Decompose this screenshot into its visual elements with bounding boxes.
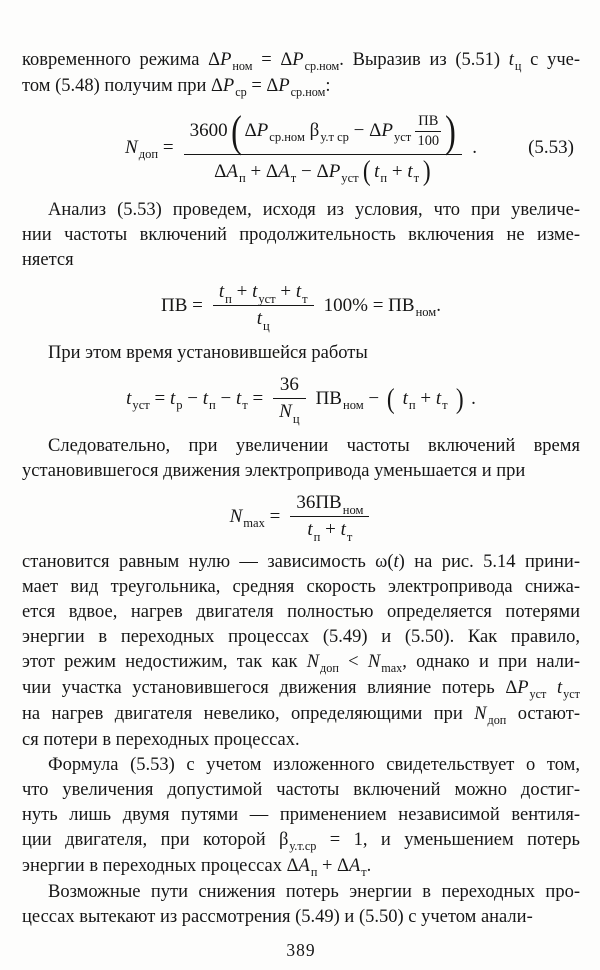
text-line: Возможные пути снижения потерь энергии в переходных про- xyxy=(48,881,580,902)
text-line: ковременного режима $\Delta P_{ном} = \Delta P_{ср.ном}$. Выразив из (5.51) $t_ц$ с уче- xyxy=(22,50,580,74)
text-line: нии частоты включений продолжительность включения не изме- xyxy=(22,224,580,245)
fraction-denominator xyxy=(273,399,305,426)
text-line: Анализ (5.53) проведем, исходя из условия, что при увеличе- xyxy=(48,199,580,220)
fraction-numerator xyxy=(290,492,369,516)
inner-numerator: ПВ xyxy=(418,112,439,129)
text-line: При этом время установившейся работы xyxy=(48,342,368,363)
text-line: няется xyxy=(22,249,74,270)
formula-rhs: $ПВ_{ном}$ − xyxy=(315,387,380,413)
open-paren: ( xyxy=(362,156,371,188)
numerator-terms: $\Delta P_{ср.ном}$ $\beta_{у.т ср} - \Delta P_{уст}$ xyxy=(244,120,412,145)
text-line: на нагрев двигателя невелико, определяющими при $N_{доп}$ остают- xyxy=(22,703,580,728)
text-line: становится равным нулю — зависимость ω(t) на рис. 5.14 прини- xyxy=(22,551,580,572)
formula-rhs: $100\% = ПВ_{ном}$. xyxy=(323,294,441,320)
fraction-numerator xyxy=(274,374,305,398)
paren-terms: $t_п + t_т$ xyxy=(402,387,448,413)
inner-denominator: 100 xyxy=(417,132,440,149)
page-number: 389 xyxy=(286,939,316,960)
text-line: нуть лишь двумя путями — применением независимой вентиля- xyxy=(22,804,580,825)
fraction xyxy=(273,374,305,426)
paragraph-steady-time xyxy=(22,341,580,366)
text-line: ции двигателя, при которой $\beta_{у.т.ср} = 1$, и уменьшением потерь xyxy=(22,829,580,854)
close-paren: ) xyxy=(455,383,464,415)
fraction-numerator xyxy=(184,106,463,156)
big-close-paren: ) xyxy=(445,106,457,156)
fraction xyxy=(290,492,369,544)
text-line: что увеличения допустимой частоты включений можно достиг- xyxy=(22,779,580,800)
fraction-denominator xyxy=(251,306,276,333)
text-line: том (5.48) получим при $\Delta P_{ср} = \Delta P_{ср.ном}$: xyxy=(22,76,331,100)
equation-number: (5.53) xyxy=(528,136,574,158)
formula-pv xyxy=(22,281,580,331)
paragraph-formula-conclusion xyxy=(22,753,580,880)
text-line: установившегося движения электропривода уменьшается и при xyxy=(22,460,526,481)
numerator-terms: $36ПВ_{ном}$ xyxy=(296,492,364,517)
paragraph-triangle-mode xyxy=(22,550,580,753)
paren-terms: $t_п + t_т$ xyxy=(374,160,420,185)
text-line: Следовательно, при увеличении частоты включений время xyxy=(48,435,580,456)
formula-lhs: $N_{доп}$ = xyxy=(125,136,174,162)
fraction-denominator xyxy=(301,517,358,544)
formula-lhs: ПВ = xyxy=(160,294,203,316)
denominator-terms: $t_ц$ xyxy=(256,308,270,333)
fraction xyxy=(184,106,463,188)
denominator-terms: $t_п + t_т$ xyxy=(307,519,353,544)
text-line: этот режим недостижим, так как $N_{доп} < N_{max}$, однако и при нали- xyxy=(22,651,581,676)
text-line: ся потери в переходных процессах. xyxy=(22,729,300,750)
paragraph-analysis xyxy=(22,198,580,273)
fraction-numerator xyxy=(213,281,314,305)
text-line: чии участка установившегося движения влияние потерь $\Delta P_{уст}$ $t_{уст}$ xyxy=(22,677,580,702)
formula-lhs: $t_{уст} = t_р - t_п - t_т$ = xyxy=(126,387,264,413)
text-line: ется вдвое, нагрев двигателя полностью определяется потерями xyxy=(22,601,580,622)
fraction xyxy=(213,281,314,333)
formula-period: . xyxy=(472,136,477,158)
text-line: мает вид треугольника, средняя скорость электропривода снижа- xyxy=(22,576,580,597)
numerator-terms: $t_п + t_{уст} + t_т$ xyxy=(218,281,308,306)
text-line: цессах вытекают из рассмотрения (5.49) и (5.50) с учетом анали- xyxy=(22,906,533,927)
close-paren: ) xyxy=(422,156,431,188)
fraction-denominator xyxy=(208,155,437,186)
paragraph-consequently xyxy=(22,434,580,484)
inner-fraction xyxy=(415,113,441,150)
formula-period: . xyxy=(471,387,476,409)
denominator-terms: $\Delta A_п + \Delta A_т - \Delta P_{уст}$ xyxy=(214,160,359,185)
text-line: энергии в переходных процессах (5.49) и (5.50). Как правило, xyxy=(22,626,580,647)
denominator-terms: $N_ц$ xyxy=(279,401,300,426)
paragraph-continuation-top xyxy=(22,48,580,100)
formula-5-53 xyxy=(22,106,580,188)
formula-n-max xyxy=(22,492,580,542)
paragraph-possible-ways xyxy=(22,880,580,930)
formula-t-ust xyxy=(22,374,580,424)
numerator-terms: 36 xyxy=(279,374,299,396)
formula-lhs: $N_{max}$ = xyxy=(229,505,281,531)
text-line: Формула (5.53) с учетом изложенного свидетельствует о том, xyxy=(48,754,580,775)
coefficient: 3600 xyxy=(189,120,228,142)
open-paren: ( xyxy=(386,383,395,415)
big-open-paren: ( xyxy=(230,106,242,156)
text-line: энергии в переходных процессах $\Delta A_п + \Delta A_т$. xyxy=(22,855,372,880)
